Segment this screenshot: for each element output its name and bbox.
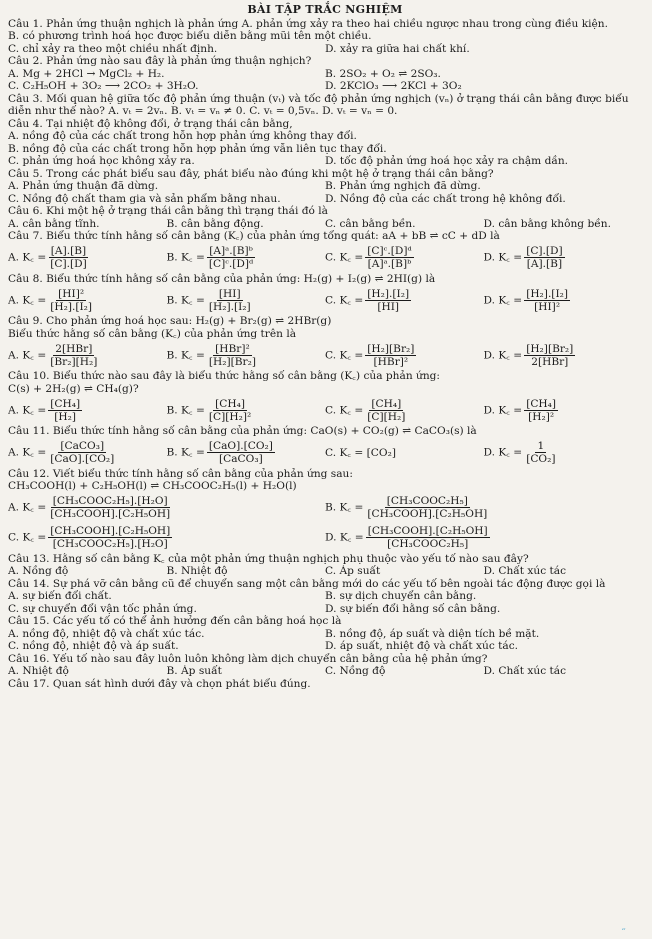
- q16-option-b: B. Áp suất: [166, 665, 222, 678]
- q10-stem: Câu 10. Biểu thức nào sau đây là biểu thức hằng số cân bằng (K꜀) của phản ứng:: [8, 370, 441, 383]
- q12-option-d: [325, 525, 642, 550]
- q9-b-label: B. K꜀ =: [166, 349, 205, 362]
- q1-options-cd: [8, 43, 642, 56]
- q16-option-c: C. Nồng độ: [325, 665, 386, 678]
- q8-option-c: [325, 288, 484, 313]
- q11-a-den: [CaO].[CO₂]: [50, 453, 115, 466]
- q1-option-d: D. xảy ra giữa hai chất khí.: [325, 42, 470, 55]
- q15-option-c: C. nồng độ, nhiệt độ và áp suất.: [8, 640, 179, 653]
- q5-option-a: A. Phản ứng thuận đã dừng.: [8, 180, 159, 193]
- worksheet-heading: BÀI TẬP TRẮC NGHIỆM: [247, 3, 403, 16]
- q2-options-cd: [8, 80, 642, 93]
- q11-b-label: B. K꜀ =: [166, 446, 205, 459]
- q11-b-den: [CaCO₃]: [219, 453, 263, 466]
- q13-option-d: D. Chất xúc tác: [483, 565, 566, 578]
- q8-c-label: C. K꜀ =: [325, 294, 364, 307]
- q11-option-c: C. K꜀ = [CO₂]: [325, 446, 396, 459]
- q8-stem: Câu 8. Biểu thức tính hằng số cân bằng của phản ứng: H₂(g) + I₂(g) ⇌ 2HI(g) là: [8, 272, 436, 285]
- q11-a-label: A. K꜀ =: [8, 446, 47, 459]
- q7-c-label: C. K꜀ =: [325, 251, 364, 264]
- q2-option-b: B. 2SO₂ + O₂ ⇌ 2SO₃.: [325, 67, 441, 80]
- q13-stem: Câu 13. Hằng số cân bằng K꜀ của một phản ứng thuận nghịch phụ thuộc vào yếu tố nào sau đây?: [8, 552, 529, 565]
- q8-option-b: [167, 288, 326, 313]
- q10-a-fraction: [48, 398, 82, 423]
- q13-options: [8, 565, 642, 578]
- q9-option-a: [8, 343, 167, 368]
- q9-c-label: C. K꜀ =: [325, 349, 364, 362]
- q7-c-den: [A]ᵃ.[B]ᵇ: [367, 258, 412, 271]
- q8-c-fraction: [365, 288, 411, 313]
- q4-options-cd: [8, 155, 642, 168]
- q9-d-fraction: [524, 343, 575, 368]
- q5-options-ab: [8, 180, 642, 193]
- q4-option-d: D. tốc độ phản ứng hoá học xảy ra chậm dần.: [325, 155, 569, 168]
- q12-options-ab: [8, 493, 642, 523]
- q9-c-fraction: [365, 343, 416, 368]
- q9-b-num: [HBr]²: [215, 342, 250, 355]
- q12-d-label: D. K꜀ =: [325, 531, 364, 544]
- q5-stem: Câu 5. Trong các phát biểu sau đây, phát biểu nào đúng khi một hệ ở trạng thái cân bằng?: [8, 167, 494, 180]
- q12-option-c: [8, 525, 325, 550]
- q4-option-c: C. phản ứng hoá học không xảy ra.: [8, 155, 195, 168]
- q10-d-num: [CH₄]: [526, 397, 557, 410]
- q4-option-a: A. nồng độ của các chất trong hỗn hợp phản ứng không thay đổi.: [8, 130, 357, 143]
- q12-d-num: [CH₃COOH].[C₂H₅OH]: [367, 525, 488, 538]
- q1-option-b: B. có phương trình hoá học được biểu diễn bằng mũi tên một chiều.: [8, 30, 372, 43]
- q9-option-c: [325, 343, 484, 368]
- q12-c-fraction: [48, 525, 172, 550]
- q7-b-den: [C]ᶜ.[D]ᵈ: [208, 258, 254, 271]
- q4-option-b: B. nồng độ của các chất trong hỗn hợp phản ứng vẫn liên tục thay đổi.: [8, 142, 387, 155]
- q12-b-den: [CH₃COOH].[C₂H₅OH]: [367, 508, 488, 521]
- q7-d-label: D. K꜀ =: [483, 251, 523, 264]
- q11-d-num: 1: [537, 440, 545, 453]
- corner-tick-mark-icon: ˶: [622, 923, 626, 934]
- q10-b-num: [CH₄]: [215, 397, 245, 410]
- q11-d-label: D. K꜀ =: [483, 446, 523, 459]
- q13-option-a: A. Nồng độ: [8, 565, 69, 578]
- q7-option-a: [8, 245, 167, 270]
- q11-option-b: [167, 440, 326, 465]
- q15-options-ab: [8, 628, 642, 641]
- q11-b-num: [CaO].[CO₂]: [208, 440, 273, 453]
- q7-a-num: [A].[B]: [50, 245, 87, 258]
- q10-d-fraction: [524, 398, 558, 423]
- q10-b-label: B. K꜀ =: [166, 404, 205, 417]
- q10-equation: C(s) + 2H₂(g) ⇌ CH₄(g)?: [8, 382, 139, 395]
- q10-a-den: [H₂]: [54, 410, 77, 423]
- q8-b-fraction: [207, 288, 253, 313]
- q10-option-b: [167, 398, 326, 423]
- q8-c-num: [H₂].[I₂]: [367, 287, 410, 300]
- q8-b-num: [HI]: [218, 287, 241, 300]
- q9-d-num: [H₂][Br₂]: [526, 342, 574, 355]
- q3-line1: Câu 3. Mối quan hệ giữa tốc độ phản ứng thuận (vₜ) và tốc độ phản ứng nghịch (vₙ) ở trạng thái cân bằng được biểu: [8, 92, 629, 105]
- q10-option-a: [8, 398, 167, 423]
- q7-a-label: A. K꜀ =: [8, 251, 47, 264]
- q10-option-c: [325, 398, 484, 423]
- q8-a-fraction: [48, 288, 94, 313]
- q10-c-label: C. K꜀ =: [325, 404, 364, 417]
- q9-d-label: D. K꜀ =: [483, 349, 523, 362]
- q9-b-fraction: [207, 343, 258, 368]
- q11-options: [8, 438, 642, 468]
- q7-option-d: [484, 245, 643, 270]
- q8-option-d: [484, 288, 643, 313]
- q5-option-b: B. Phản ứng nghịch đã dừng.: [325, 180, 481, 193]
- q8-d-den: [HI]²: [534, 300, 561, 313]
- q12-a-num: [CH₃COOC₂H₅].[H₂O]: [52, 495, 168, 508]
- q7-option-b: [167, 245, 326, 270]
- q3-line2: diễn như thế nào? A. vₜ = 2vₙ. B. vₜ = vₙ ≠ 0. C. vₜ = 0,5vₙ. D. vₜ = vₙ = 0.: [8, 105, 398, 118]
- q11-a-fraction: [48, 440, 116, 465]
- q8-b-label: B. K꜀ =: [166, 294, 205, 307]
- q7-d-den: [A].[B]: [526, 258, 563, 271]
- q10-d-den: [H₂]²: [528, 410, 555, 423]
- q10-d-label: D. K꜀ =: [483, 404, 523, 417]
- q16-options: [8, 665, 642, 678]
- q2-option-c: C. C₂H₅OH + 3O₂ ⟶ 2CO₂ + 3H₂O.: [8, 80, 199, 93]
- q10-c-den: [C][H₂]: [367, 410, 406, 423]
- q10-a-label: A. K꜀ =: [8, 404, 47, 417]
- q12-d-fraction: [366, 525, 490, 550]
- q11-a-num: [CaCO₃]: [60, 440, 105, 453]
- q10-option-d: [484, 398, 643, 423]
- q2-stem: Câu 2. Phản ứng nào sau đây là phản ứng thuận nghịch?: [8, 55, 312, 68]
- q10-c-num: [CH₄]: [371, 397, 402, 410]
- q11-d-den: [CO₂]: [526, 453, 556, 466]
- q7-c-num: [C]ᶜ.[D]ᵈ: [367, 245, 412, 258]
- q9-stem: Câu 9. Cho phản ứng hoá học sau: H₂(g) + Br₂(g) ⇌ 2HBr(g): [8, 315, 332, 328]
- q14-option-a: A. sự biến đổi chất.: [8, 590, 112, 603]
- q1-option-c: C. chỉ xảy ra theo một chiều nhất định.: [8, 42, 218, 55]
- q10-b-fraction: [207, 398, 253, 423]
- q9-d-den: 2[HBr]: [531, 355, 569, 368]
- q8-d-num: [H₂].[I₂]: [526, 287, 569, 300]
- q6-stem: Câu 6. Khi một hệ ở trạng thái cân bằng thì trạng thái đó là: [8, 205, 328, 218]
- q7-c-fraction: [365, 245, 413, 270]
- q9-a-den: [Br₂][H₂]: [50, 355, 98, 368]
- q14-option-d: D. sự biến đổi hằng số cân bằng.: [325, 602, 501, 615]
- q7-b-label: B. K꜀ =: [166, 251, 205, 264]
- q13-option-c: C. Áp suất: [325, 565, 381, 578]
- q12-option-a: [8, 495, 325, 520]
- q14-option-b: B. sự dịch chuyển cân bằng.: [325, 590, 477, 603]
- q11-b-fraction: [207, 440, 275, 465]
- q10-options: [8, 395, 642, 425]
- q5-option-c: C. Nồng độ chất tham gia và sản phẩm bằng nhau.: [8, 192, 281, 205]
- q9-b-den: [H₂][Br₂]: [208, 355, 256, 368]
- q10-b-den: [C][H₂]²: [208, 410, 252, 423]
- q8-b-den: [H₂].[I₂]: [208, 300, 251, 313]
- q14-options-ab: [8, 590, 642, 603]
- q12-b-fraction: [365, 495, 489, 520]
- q12-a-label: A. K꜀ =: [8, 501, 47, 514]
- q12-d-den: [CH₃COOC₂H₅]: [387, 538, 469, 551]
- q8-a-num: [HI]²: [58, 287, 85, 300]
- q6-option-d: D. cân bằng không bền.: [483, 217, 611, 230]
- q15-option-a: A. nồng độ, nhiệt độ và chất xúc tác.: [8, 627, 205, 640]
- q14-option-c: C. sự chuyển đổi vận tốc phản ứng.: [8, 602, 197, 615]
- q1-line1: Câu 1. Phản ứng thuận nghịch là phản ứng A. phản ứng xảy ra theo hai chiều ngược nhau trong cùng điều kiện.: [8, 17, 608, 30]
- q12-a-den: [CH₃COOH].[C₂H₅OH]: [50, 508, 171, 521]
- q12-equation: CH₃COOH(l) + C₂H₅OH(l) ⇌ CH₃COOC₂H₅(l) + H₂O(l): [8, 480, 297, 493]
- q9-c-num: [H₂][Br₂]: [367, 342, 415, 355]
- q9-option-b: [167, 343, 326, 368]
- q13-option-b: B. Nhiệt độ: [166, 565, 228, 578]
- q6-option-a: A. cân bằng tĩnh.: [8, 217, 100, 230]
- q8-options: [8, 285, 642, 315]
- q11-option-d: [484, 440, 643, 465]
- q6-option-c: C. cân bằng bền.: [325, 217, 416, 230]
- q7-option-c: [325, 245, 484, 270]
- q8-d-fraction: [524, 288, 570, 313]
- q12-b-num: [CH₃COOC₂H₅]: [386, 495, 468, 508]
- q12-c-label: C. K꜀ =: [8, 531, 47, 544]
- q11-d-fraction: [524, 440, 557, 465]
- q7-options: [8, 243, 642, 273]
- q11-stem: Câu 11. Biểu thức tính hằng số cân bằng của phản ứng: CaO(s) + CO₂(g) ⇌ CaCO₃(s) là: [8, 425, 477, 438]
- q5-options-cd: [8, 193, 642, 206]
- q17-stem: Câu 17. Quan sát hình dưới đây và chọn phát biểu đúng.: [8, 677, 311, 690]
- q9-sub: Biểu thức hằng số cân bằng (K꜀) của phản ứng trên là: [8, 327, 297, 340]
- q16-stem: Câu 16. Yếu tố nào sau đây luôn luôn không làm dịch chuyển cân bằng của hệ phản ứng?: [8, 652, 488, 665]
- q15-option-d: D. áp suất, nhiệt độ và chất xúc tác.: [325, 640, 519, 653]
- q6-options: [8, 218, 642, 231]
- q8-a-label: A. K꜀ =: [8, 294, 47, 307]
- q15-stem: Câu 15. Các yếu tố có thể ảnh hưởng đến cân bằng hoá học là: [8, 615, 342, 628]
- q12-c-den: [CH₃COOC₂H₅].[H₂O]: [52, 538, 168, 551]
- q12-c-num: [CH₃COOH].[C₂H₅OH]: [50, 525, 171, 538]
- q7-stem: Câu 7. Biểu thức tính hằng số cân bằng (K꜀) của phản ứng tổng quát: aA + bB ⇌ cC + dD là: [8, 230, 500, 243]
- q8-d-label: D. K꜀ =: [483, 294, 523, 307]
- q15-options-cd: [8, 640, 642, 653]
- q10-c-fraction: [365, 398, 407, 423]
- q9-a-label: A. K꜀ =: [8, 349, 47, 362]
- q12-b-label: B. K꜀ =: [325, 501, 364, 514]
- q5-option-d: D. Nồng độ của các chất trong hệ không đổi.: [325, 192, 566, 205]
- q8-option-a: [8, 288, 167, 313]
- q2-options-ab: [8, 68, 642, 81]
- q7-d-num: [C].[D]: [526, 245, 563, 258]
- q16-option-a: A. Nhiệt độ: [8, 665, 69, 678]
- q12-options-cd: [8, 523, 642, 553]
- q7-a-den: [C].[D]: [50, 258, 87, 271]
- q7-a-fraction: [48, 245, 89, 270]
- q12-a-fraction: [48, 495, 172, 520]
- q9-option-d: [484, 343, 643, 368]
- q2-option-a: A. Mg + 2HCl → MgCl₂ + H₂.: [8, 67, 165, 80]
- q11-option-a: [8, 440, 167, 465]
- q9-a-fraction: [48, 343, 99, 368]
- q14-stem: Câu 14. Sự phá vỡ cân bằng cũ để chuyển sang một cân bằng mới do các yếu tố bên ngoài tác động được gọi là: [8, 577, 606, 590]
- q12-stem: Câu 12. Viết biểu thức tính hằng số cân bằng của phản ứng sau:: [8, 467, 353, 480]
- q16-option-d: D. Chất xúc tác: [483, 665, 566, 678]
- q8-c-den: [HI]: [377, 300, 400, 313]
- q7-b-num: [A]ᵃ.[B]ᵇ: [209, 245, 253, 258]
- q8-a-den: [H₂].[I₂]: [50, 300, 93, 313]
- q9-c-den: [HBr]²: [373, 355, 409, 368]
- q7-b-fraction: [207, 245, 255, 270]
- q12-option-b: [325, 495, 642, 520]
- q9-options: [8, 340, 642, 370]
- q15-option-b: B. nồng độ, áp suất và diện tích bề mặt.: [325, 627, 540, 640]
- q2-option-d: D. 2KClO₃ ⟶ 2KCl + 3O₂: [325, 80, 462, 93]
- q4-stem: Câu 4. Tại nhiệt độ không đổi, ở trạng thái cân bằng,: [8, 117, 293, 130]
- q7-d-fraction: [524, 245, 565, 270]
- q9-a-num: 2[HBr]: [55, 342, 93, 355]
- q6-option-b: B. cân bằng động.: [166, 217, 264, 230]
- q10-a-num: [CH₄]: [50, 397, 81, 410]
- q14-options-cd: [8, 603, 642, 616]
